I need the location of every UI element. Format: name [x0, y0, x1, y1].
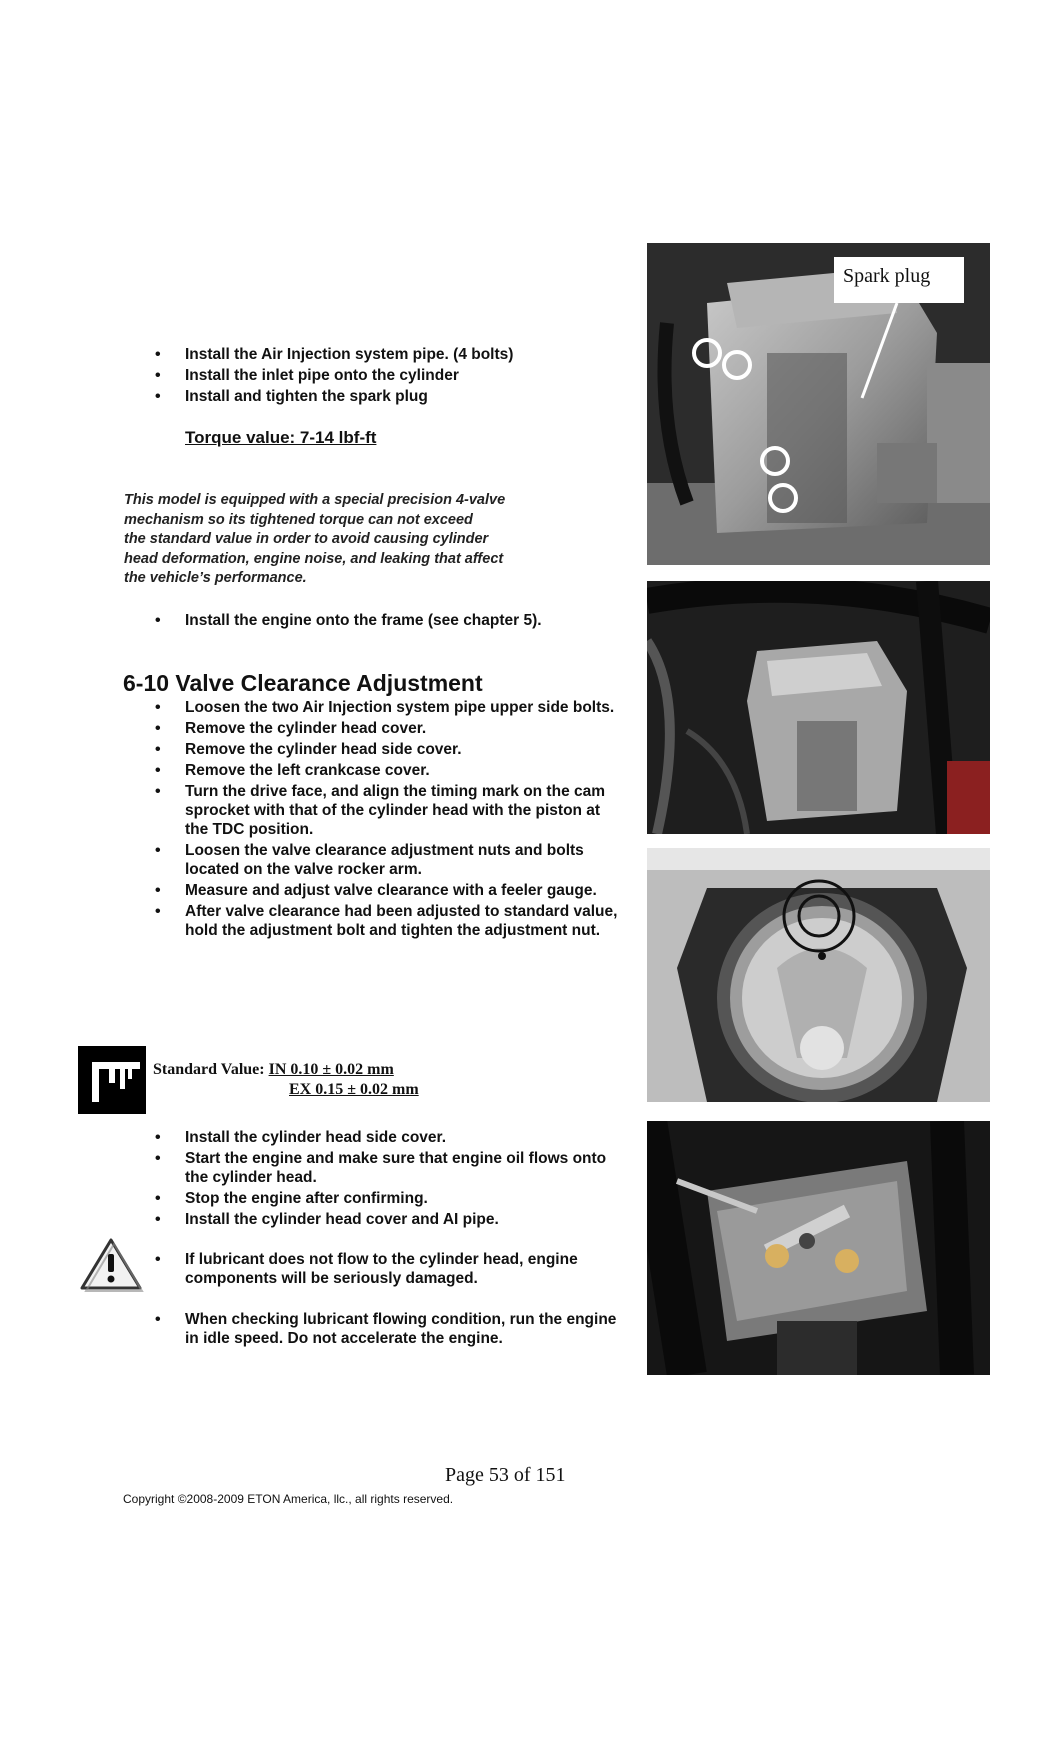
standard-value-label: Standard Value: — [153, 1061, 265, 1078]
list-item: • Loosen the two Air Injection system pipe upper side bolts. — [155, 698, 625, 717]
list-item: • Remove the cylinder head side cover. — [155, 740, 625, 759]
frame-step-list — [155, 611, 635, 632]
list-item: • After valve clearance had been adjusted to standard value, hold the adjustment bolt and tighten the adjustment nut. — [155, 902, 625, 940]
note-line: the standard value in order to avoid causing cylinder — [124, 531, 489, 547]
list-item: • Loosen the valve clearance adjustment nuts and bolts located on the valve rocker arm. — [155, 841, 625, 879]
list-item: • Remove the cylinder head cover. — [155, 719, 625, 738]
engine-frame-photo — [647, 581, 990, 834]
list-item: • Install the inlet pipe onto the cylinder — [155, 366, 635, 385]
list-item: • If lubricant does not flow to the cylinder head, engine components will be seriously damaged. — [155, 1250, 625, 1288]
list-item: • Start the engine and make sure that engine oil flows onto the cylinder head. — [155, 1149, 625, 1187]
cylinder-head-photo — [647, 243, 990, 565]
list-item: • Measure and adjust valve clearance with a feeler gauge. — [155, 881, 625, 900]
precision-note — [124, 491, 624, 589]
list-item: • Install the cylinder head cover and AI pipe. — [155, 1210, 625, 1229]
standard-value-ex: EX 0.15 ± 0.02 mm — [289, 1081, 419, 1098]
final-steps-list — [155, 1128, 625, 1231]
copyright: Copyright ©2008-2009 ETON America, llc., all rights reserved. — [123, 1492, 454, 1506]
page-number: Page 53 of 151 — [445, 1464, 566, 1486]
list-item: • Remove the left crankcase cover. — [155, 761, 625, 780]
list-item: • Install and tighten the spark plug — [155, 387, 635, 406]
caliper-icon — [78, 1046, 146, 1114]
note-line: head deformation, engine noise, and leaking that affect — [124, 550, 504, 567]
valve-steps-list — [155, 698, 625, 942]
list-item: • Install the Air Injection system pipe. (4 bolts) — [155, 345, 635, 364]
valve-rocker-photo — [647, 1121, 990, 1375]
warning-list-2 — [155, 1310, 625, 1350]
warning-icon — [78, 1236, 144, 1294]
warning-list-1 — [155, 1250, 625, 1290]
list-item: • When checking lubricant flowing condition, run the engine in idle speed. Do not accelerate the engine. — [155, 1310, 625, 1348]
list-item: • Install the cylinder head side cover. — [155, 1128, 625, 1147]
standard-value — [153, 1060, 419, 1100]
torque-value: Torque value: 7-14 lbf-ft — [185, 428, 377, 447]
note-line: This model is equipped with a special precision 4-valve — [124, 492, 506, 508]
spark-plug-label: Spark plug — [843, 265, 931, 287]
list-item: • Stop the engine after confirming. — [155, 1189, 625, 1208]
list-item: • Turn the drive face, and align the timing mark on the cam sprocket with that of the cylinder head with the piston at the TDC position. — [155, 782, 625, 839]
timing-sprocket-photo — [647, 848, 990, 1102]
install-list — [155, 345, 635, 408]
standard-value-in: IN 0.10 ± 0.02 mm — [268, 1061, 394, 1078]
section-title: 6-10 Valve Clearance Adjustment — [123, 670, 483, 696]
note-line: mechanism so its tightened torque can not exceed — [124, 511, 473, 528]
list-item: • Install the engine onto the frame (see chapter 5). — [155, 611, 635, 630]
note-line: the vehicle’s performance. — [124, 570, 307, 586]
